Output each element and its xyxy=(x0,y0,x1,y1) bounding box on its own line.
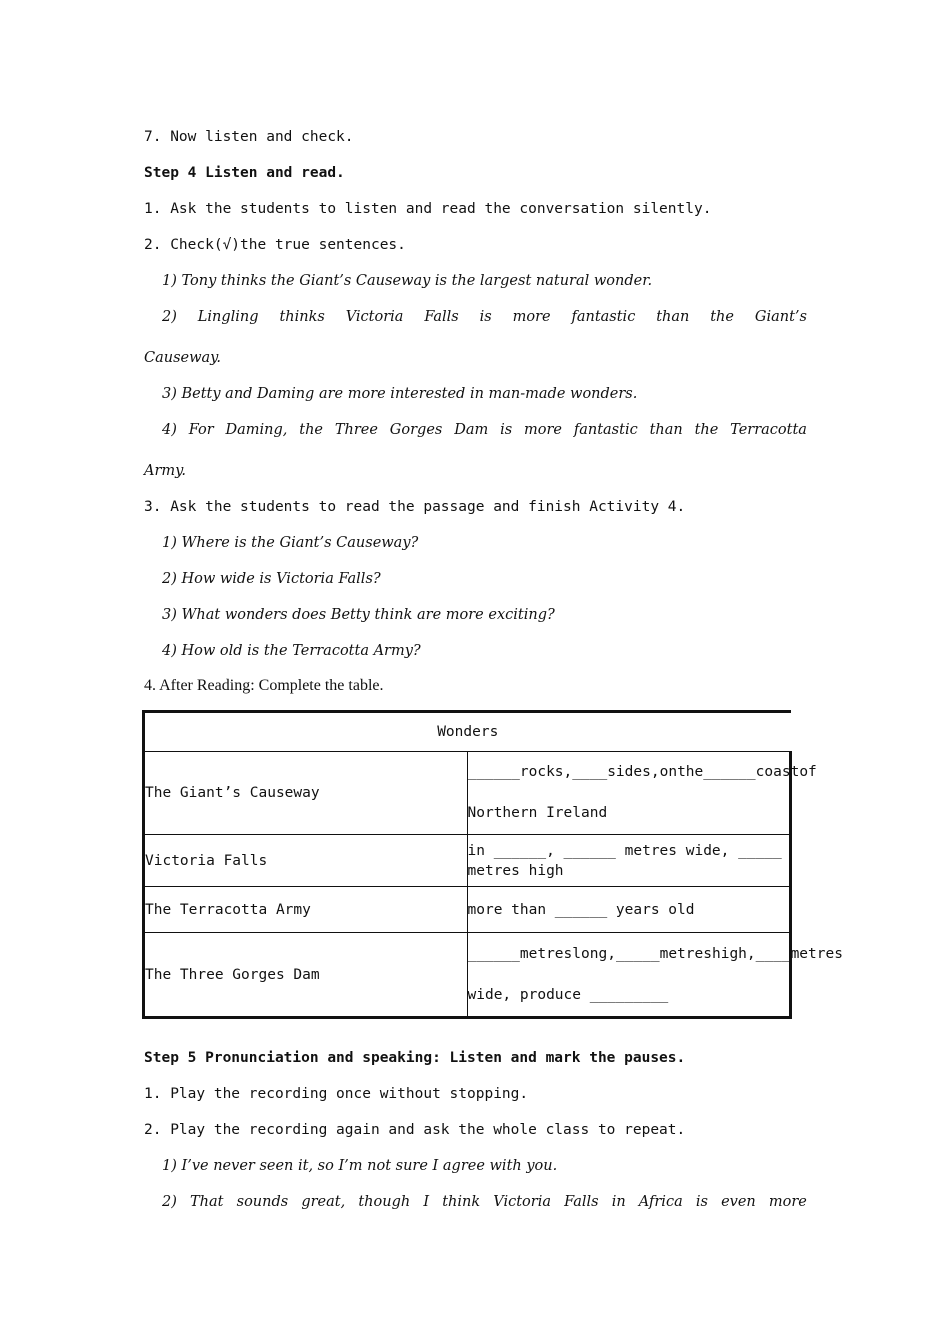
step4-heading: Step 4 Listen and read. xyxy=(144,165,345,181)
word: Lingling xyxy=(197,309,259,325)
check-sentence-2-cont: Causeway. xyxy=(144,350,222,366)
question-2: 2) How wide is Victoria Falls? xyxy=(162,571,381,587)
word: Three xyxy=(334,422,378,438)
word: fantastic xyxy=(573,422,638,438)
word: ____ xyxy=(755,945,791,962)
check-sentence-4-cont: Army. xyxy=(144,463,187,479)
table-cell-name: Victoria Falls xyxy=(144,835,468,887)
word: is xyxy=(479,309,492,325)
step4-item-3: 3. Ask the students to read the passage and finish Activity 4. xyxy=(144,499,686,515)
word: even xyxy=(721,1194,756,1210)
word: coast xyxy=(755,764,800,780)
word: metres xyxy=(659,945,712,962)
word: I xyxy=(423,1194,430,1210)
word: Gorges xyxy=(389,422,443,438)
word: great, xyxy=(301,1194,346,1210)
word: ______ xyxy=(467,764,520,780)
table-cell-name: The Terracotta Army xyxy=(144,887,468,933)
word: fantastic xyxy=(571,309,636,325)
word: ____ xyxy=(572,764,608,780)
table-header: Wonders xyxy=(144,712,791,752)
word: is xyxy=(500,422,513,438)
word: of xyxy=(799,764,817,780)
pause-sentence-1: 1) I’ve never seen it, so I’m not sure I agree with you. xyxy=(162,1158,558,1174)
word: the xyxy=(694,422,719,438)
word: more xyxy=(512,309,551,325)
word: metres xyxy=(519,945,573,962)
word: rocks, xyxy=(519,764,573,780)
desc-line xyxy=(467,934,843,975)
word: That xyxy=(190,1194,224,1210)
word: than xyxy=(649,422,683,438)
check-sentence-4 xyxy=(162,420,807,440)
table-cell-desc xyxy=(467,933,843,1018)
word: on xyxy=(659,764,678,780)
word: Africa xyxy=(638,1194,683,1210)
table-cell-desc xyxy=(467,752,817,835)
word: Falls xyxy=(424,309,459,325)
word: though xyxy=(358,1194,411,1210)
step4-item-2: 2. Check(√)the true sentences. xyxy=(144,237,406,253)
question-1: 1) Where is the Giant’s Causeway? xyxy=(162,535,419,551)
word: sides, xyxy=(607,764,660,780)
word: the xyxy=(677,764,704,780)
pause-sentence-2 xyxy=(162,1192,807,1212)
word: in xyxy=(611,1194,626,1210)
desc-line: wide, produce _________ xyxy=(467,986,669,1003)
word: sounds xyxy=(236,1194,289,1210)
word: Victoria xyxy=(493,1194,551,1210)
word: think xyxy=(442,1194,481,1210)
word: the xyxy=(299,422,323,438)
desc-line: Northern Ireland xyxy=(467,805,608,821)
word: ______ xyxy=(467,945,520,962)
table-cell-desc: more than ______ years old xyxy=(467,887,791,933)
step5-item-2: 2. Play the recording again and ask the whole class to repeat. xyxy=(144,1122,686,1138)
word: Victoria xyxy=(345,309,404,325)
wonders-table xyxy=(142,710,843,1012)
word: more xyxy=(768,1194,807,1210)
word: 4) xyxy=(162,422,177,438)
check-sentence-3: 3) Betty and Daming are more interested in man-made wonders. xyxy=(162,386,638,402)
step5-item-1: 1. Play the recording once without stopping. xyxy=(144,1086,529,1102)
desc-line xyxy=(467,752,817,793)
word: 2) xyxy=(162,309,177,325)
instruction-now-listen: 7. Now listen and check. xyxy=(144,129,354,145)
word: Terracotta xyxy=(730,422,807,438)
word: high, xyxy=(711,945,756,962)
word: long, xyxy=(572,945,616,962)
check-sentence-1: 1) Tony thinks the Giant’s Causeway is the largest natural wonder. xyxy=(162,273,653,289)
word: more xyxy=(524,422,563,438)
word: metres xyxy=(790,945,843,962)
word: is xyxy=(695,1194,708,1210)
table-cell-name: The Giant’s Causeway xyxy=(144,752,468,835)
word: For xyxy=(188,422,214,438)
word: Daming, xyxy=(225,422,288,438)
word: _____ xyxy=(615,945,660,962)
step4-item-4: 4. After Reading: Complete the table. xyxy=(144,677,384,694)
word: ______ xyxy=(703,764,756,780)
word: the xyxy=(710,309,734,325)
table-cell-desc: in ______, ______ metres wide, _____ metres high xyxy=(467,835,791,887)
step4-item-1: 1. Ask the students to listen and read the conversation silently. xyxy=(144,201,712,217)
step5-heading: Step 5 Pronunciation and speaking: Listen and mark the pauses. xyxy=(144,1050,686,1066)
word: Dam xyxy=(454,422,489,438)
question-3: 3) What wonders does Betty think are more exciting? xyxy=(162,607,555,623)
question-4: 4) How old is the Terracotta Army? xyxy=(162,643,421,659)
word: thinks xyxy=(279,309,325,325)
word: than xyxy=(656,309,690,325)
word: Giant’s xyxy=(754,309,807,325)
word: 2) xyxy=(162,1194,177,1210)
table-cell-name: The Three Gorges Dam xyxy=(144,933,468,1018)
word: Falls xyxy=(564,1194,599,1210)
check-sentence-2 xyxy=(162,307,807,327)
